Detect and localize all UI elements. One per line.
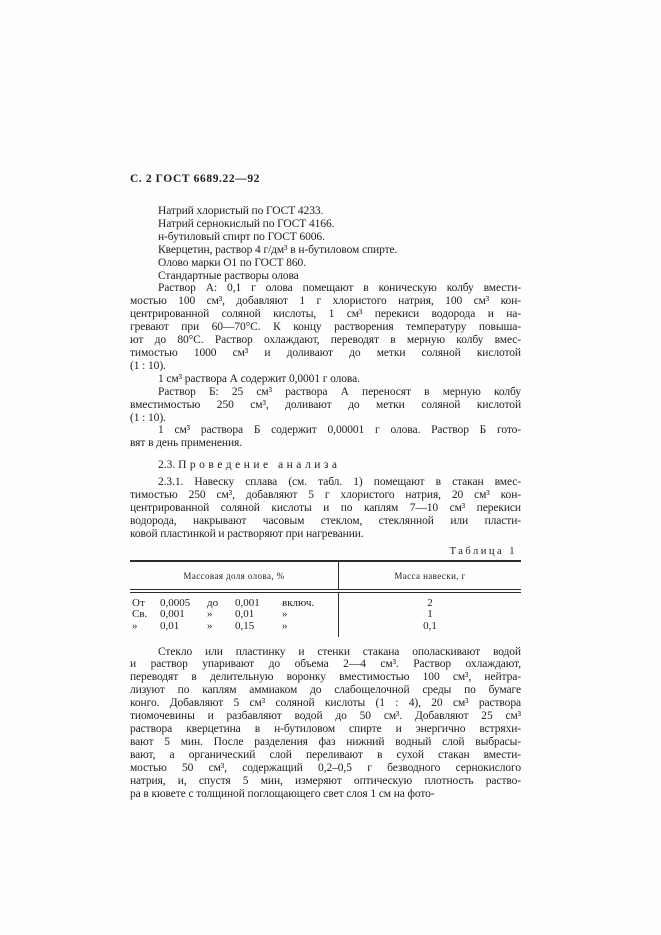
table-label: Таблица 1 (449, 545, 517, 557)
fraction-part: » (207, 619, 213, 632)
fraction-part: » (207, 608, 213, 621)
page-header: С. 2 ГОСТ 6689.22—92 (130, 173, 261, 185)
text-line: 1 см³ раствора А содержит 0,0001 г олова. (158, 372, 360, 385)
para-2-3-1 (130, 476, 521, 541)
text-line: тимостью 250 см³, добавляют 5 г хлористого натрия, 20 см³ кон- (130, 489, 521, 502)
text-line: Стандартные растворы олова (158, 269, 299, 282)
fraction-part: 0,01 (235, 608, 255, 621)
text-line: Стекло или пластинку и стенки стакана ополаскивают водой (158, 645, 521, 658)
para-solution-b (130, 386, 521, 425)
text-line: конго. Добавляют 5 см³ соляной кислоты (1 : 4), 20 см³ раствора (130, 697, 521, 710)
text-line: гревают при 60—70°С. К концу растворения температуру повыша- (130, 321, 521, 334)
text-line: Кверцетин, раствор 4 г/дм³ в н-бутиловом спирте. (158, 243, 398, 256)
text-line: вят в день применения. (130, 437, 242, 450)
text-line: центрированной соляной кислоты, 1 см³ перекиси водорода и на- (130, 308, 521, 321)
fraction-part: 0,0005 (160, 596, 191, 609)
fraction-part: 0,15 (235, 619, 255, 632)
text-line: ют до 80°С. Раствор охлаждают, переводят в мерную колбу вмес- (130, 334, 521, 347)
text-line: вают, а органический слой переливают в сухой стакан вмести- (130, 748, 521, 761)
para-extraction-procedure (130, 646, 521, 801)
body-text-bottom (130, 646, 521, 801)
table-row (130, 621, 521, 637)
body-text-top (130, 205, 521, 541)
text-line: переводят в делительную воронку вместимостью 100 см³, нейтра- (130, 671, 521, 684)
para-solution-a (130, 282, 521, 372)
fraction-part: » (132, 619, 138, 632)
table-row (130, 591, 521, 610)
table-1 (130, 560, 521, 637)
text-line: и раствор упаривают до объема 2—4 см³. Раствор охлаждают, (130, 658, 521, 671)
fraction-part: От (132, 596, 145, 609)
text-line: натрия, и, спустя 5 мин, измеряют оптическую плотность раство- (130, 774, 521, 787)
sample-mass-cell: 2 (427, 596, 433, 609)
fraction-part: 0,01 (160, 619, 180, 632)
text-line: ковой пластинкой и растворяют при нагревании. (130, 527, 364, 540)
table-header-row (130, 561, 521, 591)
text-line: мостью 100 см³, добавляют 1 г хлористого натрия, 100 см³ кон- (130, 295, 521, 308)
text-line: Олово марки О1 по ГОСТ 860. (158, 256, 306, 269)
page-content (130, 173, 521, 800)
text-line: Натрий сернокислый по ГОСТ 4166. (158, 217, 335, 230)
text-line: водорода, накрывают часовым стеклом, стеклянной или пласти- (130, 514, 521, 527)
table-header-mass-fraction: Массовая доля олова, % (130, 561, 339, 591)
text-line: вместимостью 250 см³, доливают до метки соляной кислотой (130, 398, 521, 411)
text-line: тиомочевины и разбавляют водой до 50 см³. Добавляют 25 см³ (130, 710, 521, 723)
para-solution-a-strength (130, 373, 521, 386)
text-line: раствора кверцетина в н-бутиловом спирте и энергично встряхи- (130, 722, 521, 735)
fraction-part: » (282, 608, 288, 621)
section-number: 2.3. (158, 459, 179, 472)
fraction-part: Св. (132, 608, 148, 621)
section-title: Проведение анализа (178, 459, 341, 472)
text-line: (1 : 10). (130, 359, 166, 372)
table-header-sample-mass: Масса навески, г (339, 561, 522, 591)
text-line: мостью 50 см³, содержащий 0,2–0,5 г безводного сернокислого (130, 761, 521, 774)
fraction-part: 0,001 (160, 608, 185, 621)
text-line: вают 5 мин. После разделения фаз нижний водный слой выбрасы- (130, 735, 521, 748)
fraction-part: до (207, 596, 219, 609)
text-line: лизуют по каплям аммиаком до слабощелочной среды по бумаге (130, 684, 521, 697)
sample-mass-cell: 1 (427, 608, 433, 621)
text-line: центрированной соляной кислоты и по каплям 7—10 см³ перекиси (130, 502, 521, 515)
mass-fraction-cell (130, 591, 339, 610)
text-line: Раствор Б: 25 см³ раствора А переносят в мерную колбу (158, 385, 521, 398)
fraction-part: » (282, 619, 288, 632)
reagents-list (130, 205, 521, 282)
text-line: Раствор А: 0,1 г олова помещают в коническую колбу вмести- (158, 282, 521, 295)
text-line: 2.3.1. Навеску сплава (см. табл. 1) помещают в стакан вмес- (158, 476, 521, 489)
text-line: ра в кювете с толщиной поглощающего свет слоя 1 см на фото- (130, 787, 435, 800)
text-line: н-бутиловый спирт по ГОСТ 6006. (158, 230, 325, 243)
text-line: Натрий хлористый по ГОСТ 4233. (158, 205, 324, 217)
text-line: 1 см³ раствора Б содержит 0,00001 г олова. Раствор Б гото- (158, 424, 521, 437)
mass-fraction-cell (130, 621, 339, 637)
fraction-part: включ. (282, 596, 315, 609)
fraction-part: 0,001 (235, 596, 260, 609)
text-line: (1 : 10). (130, 411, 166, 424)
table-row (130, 609, 521, 621)
para-solution-b-strength (130, 424, 521, 450)
heading-2-3 (130, 459, 521, 472)
text-line: тимостью 1000 см³ и доливают до метки соляной кислотой (130, 346, 521, 359)
sample-mass-cell: 0,1 (423, 619, 437, 632)
